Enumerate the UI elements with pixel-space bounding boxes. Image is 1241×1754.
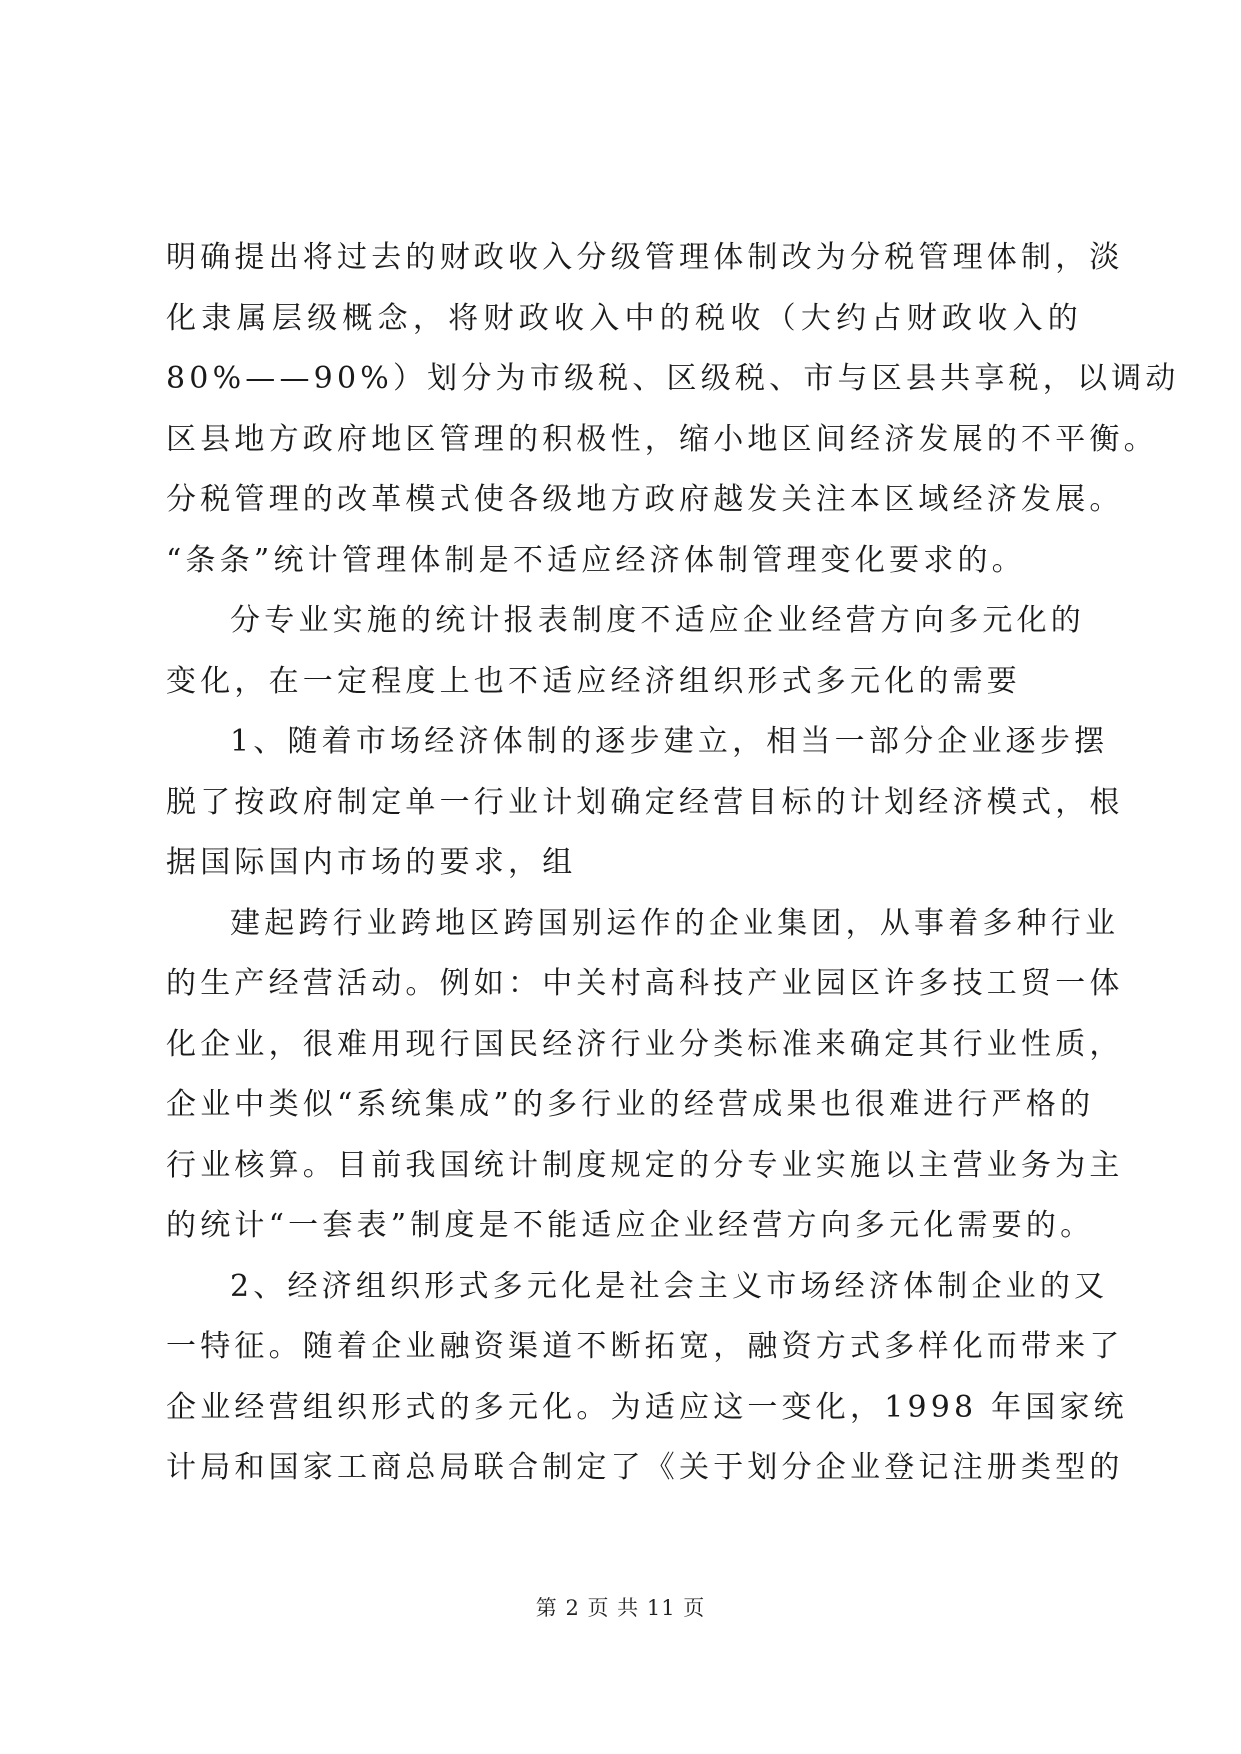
text-line: 行业核算。目前我国统计制度规定的分专业实施以主营业务为主: [166, 1147, 1124, 1183]
paragraph-first-line: 建起跨行业跨地区跨国别运作的企业集团，从事着多种行业: [230, 905, 1120, 941]
text-line: 的统计“一套表”制度是不能适应企业经营方向多元化需要的。: [166, 1208, 1095, 1243]
text-line: 据国际国内市场的要求，组: [166, 845, 577, 880]
text-line: 化企业，很难用现行国民经济行业分类标准来确定其行业性质，: [166, 1026, 1124, 1062]
text-line: 企业中类似“系统集成”的多行业的经营成果也很难进行严格的: [166, 1087, 1095, 1122]
page-footer: 第 2 页 共 11 页: [535, 1596, 706, 1620]
text-line: 明确提出将过去的财政收入分级管理体制改为分税管理体制，淡: [166, 240, 1124, 275]
paragraph-first-line: 2、经济组织形式多元化是社会主义市场经济体制企业的又: [230, 1268, 1109, 1304]
paragraph-first-line: 1、随着市场经济体制的逐步建立，相当一部分企业逐步摆: [230, 724, 1109, 759]
text-line: 计局和国家工商总局联合制定了《关于划分企业登记注册类型的: [166, 1450, 1124, 1485]
text-line: 区县地方政府地区管理的积极性，缩小地区间经济发展的不平衡。: [166, 421, 1158, 457]
body-text: [166, 228, 1180, 1499]
text-line: 一特征。随着企业融资渠道不断拓宽，融资方式多样化而带来了: [166, 1329, 1124, 1364]
text-line: 的生产经营活动。例如：中关村高科技产业园区许多技工贸一体: [166, 966, 1124, 1001]
text-line: 分税管理的改革模式使各级地方政府越发关注本区域经济发展。: [166, 482, 1124, 517]
text-line: “条条”统计管理体制是不适应经济体制管理变化要求的。: [166, 542, 1026, 578]
text-line: 脱了按政府制定单一行业计划确定经营目标的计划经济模式，根: [166, 784, 1124, 820]
text-line: 化隶属层级概念，将财政收入中的税收（大约占财政收入的: [166, 300, 1082, 336]
text-line: 企业经营组织形式的多元化。为适应这一变化，1998 年国家统: [166, 1389, 1128, 1425]
text-line: 变化，在一定程度上也不适应经济组织形式多元化的需要: [166, 663, 1021, 699]
text-line: 80%——90%）划分为市级税、区级税、市与区县共享税，以调动: [166, 361, 1180, 396]
paragraph-first-line: 分专业实施的统计报表制度不适应企业经营方向多元化的: [230, 603, 1085, 638]
